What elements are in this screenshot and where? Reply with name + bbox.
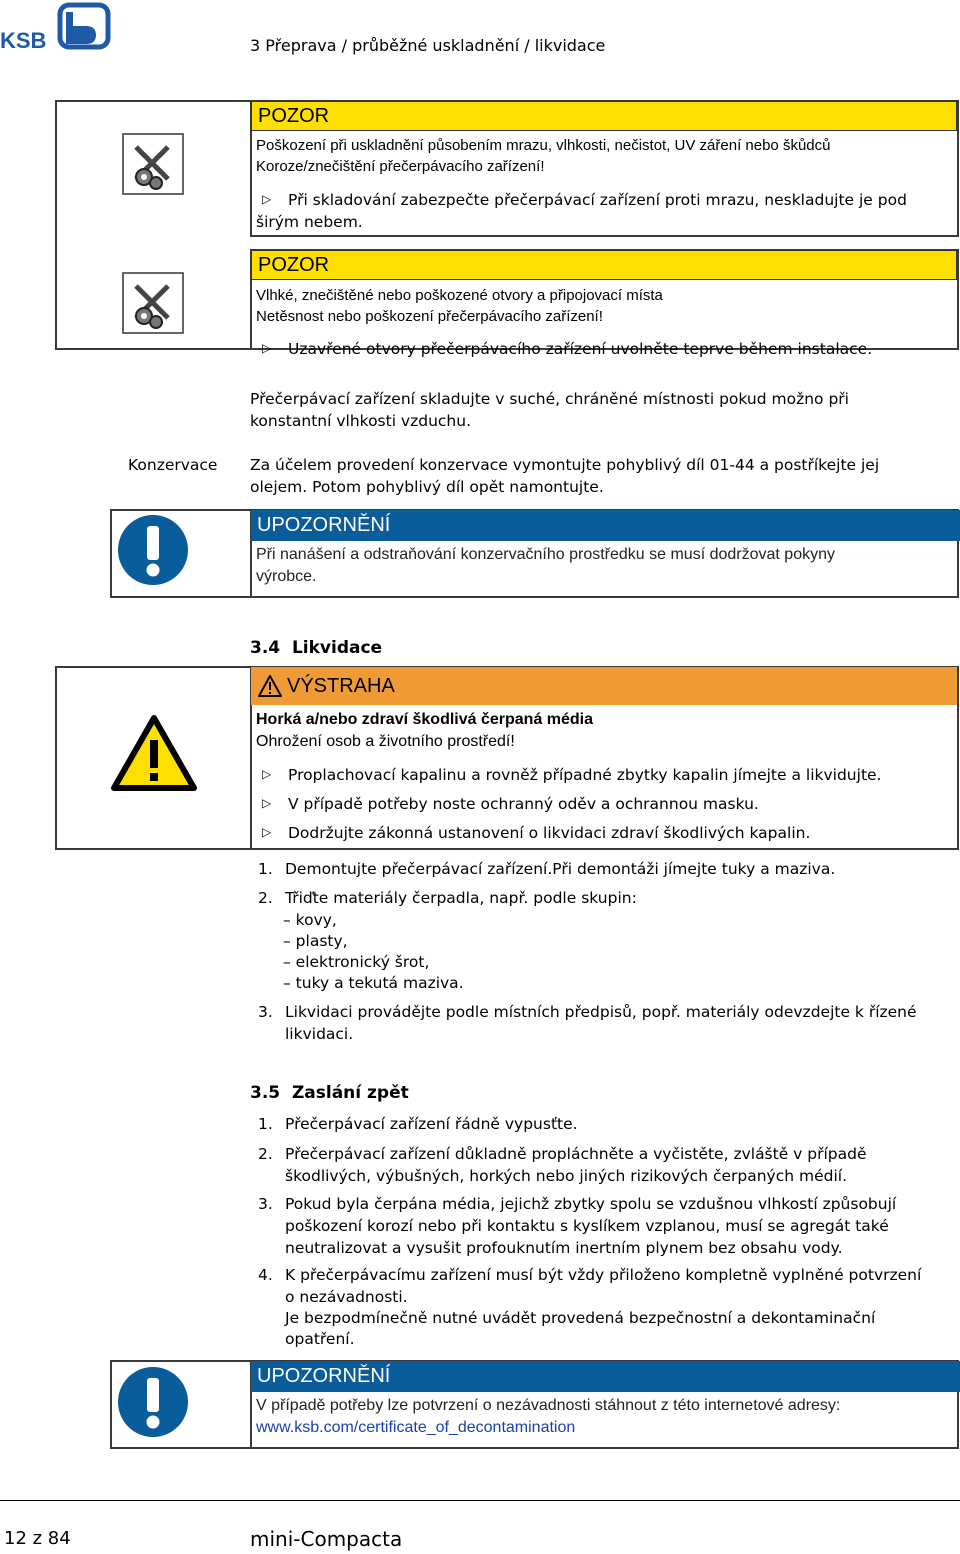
wrench-gear-icon (122, 133, 184, 195)
triangle-bullet-icon: ▷ (262, 767, 272, 781)
signal-bar-vystraha (251, 667, 957, 705)
notice3-line1: Při nanášení a odstraňování konzervačního prostředku se musí dodržovat pokyny (256, 546, 835, 563)
section-3-4-heading (250, 638, 382, 658)
list-number: 2. (258, 1145, 273, 1163)
list-item-line: o nezávadnosti. (285, 1288, 408, 1306)
footer-page-number: 12 z 84 (4, 1528, 71, 1549)
list-item-line: poškození korozí nebo při kontaktu s kyslíkem vzplanou, musí se agregát také (285, 1217, 889, 1235)
section-title: Zaslání zpět (291, 1083, 409, 1103)
notice1-consequence: Koroze/znečištění přečerpávacího zařízení! (256, 158, 545, 175)
triangle-bullet-icon: ▷ (262, 341, 272, 355)
mandatory-exclamation-icon (117, 1366, 189, 1438)
list-number: 3. (258, 1003, 273, 1021)
small-warning-icon (257, 674, 283, 698)
vystraha-heading: Horká a/nebo zdraví škodlivá čerpaná média (256, 711, 594, 728)
list-number: 2. (258, 889, 273, 907)
conservation-line2: olejem. Potom pohyblivý díl opět namontujte. (250, 478, 604, 496)
sublist-item: – tuky a tekutá maziva. (283, 974, 464, 992)
list-item: Přečerpávací zařízení řádně vypusťte. (285, 1115, 578, 1133)
vystraha-step-1: Proplachovací kapalinu a rovněž případné zbytky kapalin jímejte a likvidujte. (288, 766, 882, 784)
header-title: 3 Přeprava / průběžné uskladnění / likvidace (250, 36, 606, 55)
list-item-line: opatření. (285, 1330, 355, 1348)
storage-text-line2: konstantní vlhkosti vzduchu. (250, 412, 472, 430)
signal-bar-pozor-2: POZOR (251, 250, 957, 280)
signal-bar-pozor-1: POZOR (251, 101, 957, 131)
notice4-line1: V případě potřeby lze potvrzení o nezávadnosti stáhnout z této internetové adresy: (256, 1397, 841, 1414)
vystraha-consequence: Ohrožení osob a životního prostředí! (256, 733, 515, 750)
list-item-line: neutralizovat a vysušit profouknutím inertním plynem bez obsahu vody. (285, 1239, 843, 1257)
list-item: Přečerpávací zařízení důkladně propláchněte a vyčistěte, zvláště v případě (285, 1145, 867, 1163)
list-item-line2: likvidaci. (285, 1025, 354, 1043)
conservation-line1: Za účelem provedení konzervace vymontujte pohyblivý díl 01-44 a postříkejte jej (250, 456, 880, 474)
list-number: 3. (258, 1195, 273, 1213)
list-item: Demontujte přečerpávací zařízení.Při demontáži jímejte tuky a maziva. (285, 860, 836, 878)
notice3-line2: výrobce. (256, 568, 317, 585)
section-number: 3.4 (250, 638, 281, 658)
triangle-bullet-icon: ▷ (262, 192, 272, 206)
notice1-step-line2: širým nebem. (256, 213, 363, 231)
section-title: Likvidace (291, 638, 383, 658)
triangle-bullet-icon: ▷ (262, 825, 272, 839)
wrench-gear-icon (122, 272, 184, 334)
vystraha-step-3: Dodržujte zákonná ustanovení o likvidaci zdraví škodlivých kapalin. (288, 824, 811, 842)
notice2-heading: Vlhké, znečištěné nebo poškozené otvory a připojovací místa (256, 287, 663, 304)
notice2-step: Uzavřené otvory přečerpávacího zařízení uvolněte teprve během instalace. (288, 340, 873, 358)
list-item: Třiďte materiály čerpadla, např. podle skupin: (285, 889, 637, 907)
sublist-item: – plasty, (283, 932, 348, 950)
footer-rule (0, 1500, 960, 1501)
section-3-5-heading (250, 1083, 409, 1103)
vystraha-signal: VÝSTRAHA (287, 675, 395, 697)
signal-bar-upozorneni-1: UPOZORNĚNÍ (251, 510, 960, 541)
ksb-logo (0, 2, 112, 52)
list-item: Pokud byla čerpána média, jejichž zbytky spolu se vzdušnou vlhkostí způsobují (285, 1195, 897, 1213)
notice2-consequence: Netěsnost nebo poškození přečerpávacího zařízení! (256, 308, 603, 325)
list-item: Likvidaci provádějte podle místních předpisů, popř. materiály odevzdejte k řízené (285, 1003, 917, 1021)
logo-text: KSB (0, 28, 47, 52)
mandatory-exclamation-icon (117, 514, 189, 586)
signal-bar-upozorneni-2: UPOZORNĚNÍ (251, 1361, 960, 1392)
notice1-heading: Poškození při uskladnění působením mrazu, vlhkosti, nečistot, UV záření nebo škůdců (256, 137, 831, 154)
warning-triangle-icon (110, 714, 198, 794)
decontamination-link[interactable]: www.ksb.com/certificate_of_decontamination (256, 1419, 576, 1436)
vystraha-step-2: V případě potřeby noste ochranný oděv a ochrannou masku. (288, 795, 759, 813)
list-item-line: Je bezpodmínečně nutné uvádět provedená bezpečnostní a dekontaminační (285, 1309, 876, 1327)
footer-product-name: mini-Compacta (250, 1527, 403, 1551)
triangle-bullet-icon: ▷ (262, 796, 272, 810)
notice1-step (288, 189, 907, 211)
list-number: 4. (258, 1266, 273, 1284)
conservation-label: Konzervace (128, 456, 218, 474)
list-item: K přečerpávacímu zařízení musí být vždy přiloženo kompletně vyplněné potvrzení (285, 1266, 922, 1284)
list-number: 1. (258, 1115, 273, 1133)
list-number: 1. (258, 860, 273, 878)
notice1-step-line1: Při skladování zabezpečte přečerpávací zařízení proti mrazu, neskladujte je pod (288, 191, 907, 209)
list-item-line: škodlivých, výbušných, horkých nebo jiných rizikových čerpaných médií. (285, 1167, 847, 1185)
storage-text-line1: Přečerpávací zařízení skladujte v suché, chráněné místnosti pokud možno při (250, 390, 849, 408)
sublist-item: – elektronický šrot, (283, 953, 430, 971)
section-number: 3.5 (250, 1083, 281, 1103)
sublist-item: – kovy, (283, 911, 337, 929)
